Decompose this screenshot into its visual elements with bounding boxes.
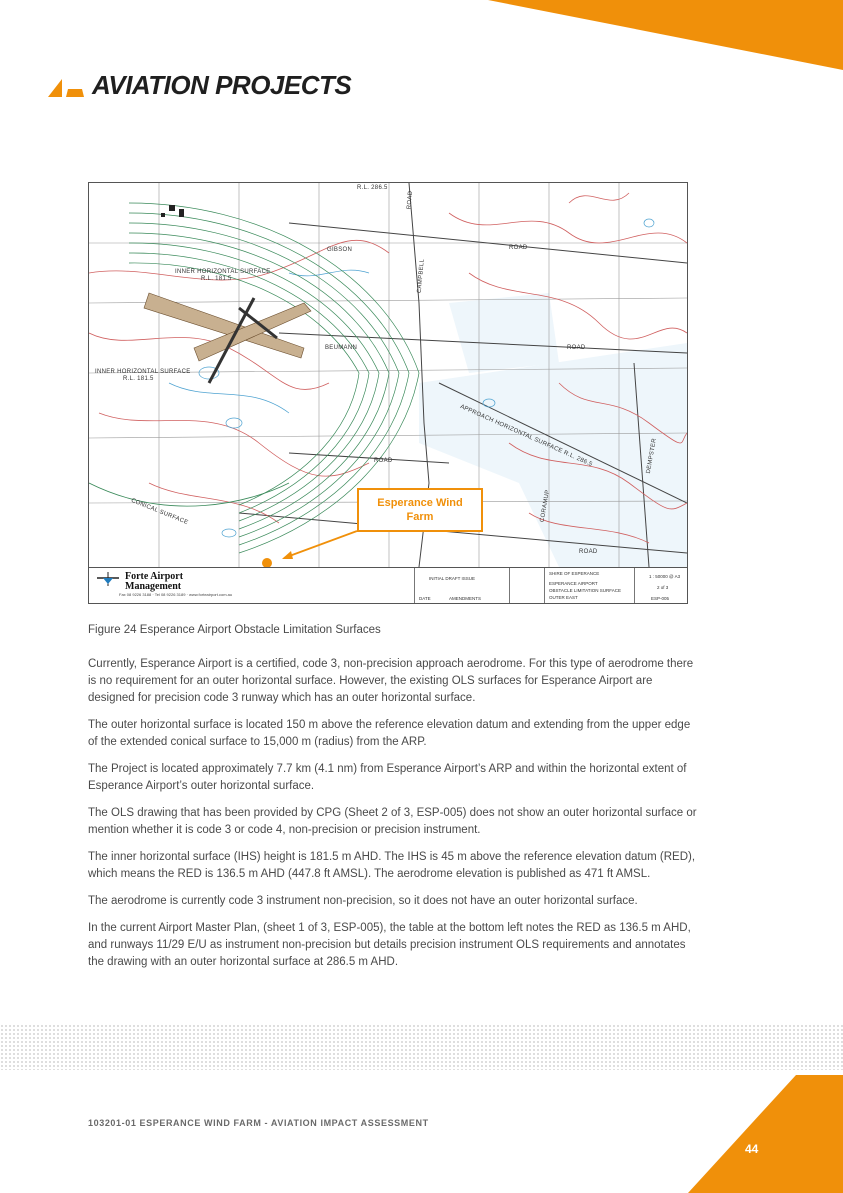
footer-accent-triangle: [680, 1075, 843, 1193]
map-label-inner-horizontal: INNER HORIZONTAL SURFACE: [175, 269, 271, 275]
figure-caption: Figure 24 Esperance Airport Obstacle Limitation Surfaces: [88, 624, 381, 636]
tb-date-label: DATE: [419, 596, 431, 601]
tb-project-3: OUTER EAST: [549, 595, 578, 600]
map-label-conical-surface: CONICAL SURFACE: [130, 497, 189, 527]
tb-drawing-no: ESP-005: [651, 596, 670, 601]
footer-document-title: 103201-01 ESPERANCE WIND FARM - AVIATION IMPACT ASSESSMENT: [88, 1118, 429, 1128]
drawing-title-block: [89, 567, 687, 604]
esperance-wind-farm-callout: Esperance Wind Farm: [357, 488, 483, 532]
paragraph: The inner horizontal surface (IHS) height is 181.5 m AHD. The IHS is 45 m above the reference elevation datum (RED), which means the RED is 136.5 m AHD (447.8 ft AMSL). The aerodrome elevation is published as 471 ft AMSL.: [88, 851, 696, 880]
tb-client: SHIRE OF ESPERANCE: [549, 571, 600, 576]
paragraph: The outer horizontal surface is located 150 m above the reference elevation datum and extending from the upper edge of the extended conical surface to 15,000 m (radius) from the ARP.: [88, 719, 691, 748]
tb-divider: [414, 568, 415, 604]
map-label-road-north: ROAD: [406, 190, 415, 210]
paragraph: Currently, Esperance Airport is a certified, code 3, non-precision approach aerodrome. For this type of aerodrome there is no requirement for an outer horizontal surface. However, the existing OLS surfaces for Esperance Airport are designed for precision code 3 runway which has an outer horizontal surface.: [88, 658, 694, 704]
paragraph: The Project is located approximately 7.7 km (4.1 nm) from Esperance Airport’s ARP and within the horizontal extent of Esperance Airport’s outer horizontal surface.: [88, 763, 687, 792]
paragraph: In the current Airport Master Plan, (sheet 1 of 3, ESP-005), the table at the bottom left notes the RED as 136.5 m AHD, and runways 11/29 E/U as instrument non-precision but details precision instrument OLS requirements and annotates the drawing with an outer horizontal surface at 286.5 m AHD.: [88, 922, 691, 968]
body-text: [88, 656, 698, 981]
forte-name-line1: Forte Airport: [125, 571, 184, 582]
map-label-road-east: ROAD: [509, 245, 528, 251]
paragraph: The aerodrome is currently code 3 instrument non-precision, so it does not have an outer horizontal surface.: [88, 895, 638, 907]
logo-mark-icon: [48, 73, 88, 99]
map-label-road-mid: ROAD: [567, 345, 586, 351]
tb-project-2: OBSTACLE LIMITATION SURFACE: [549, 588, 622, 593]
header-accent-band: [0, 0, 843, 80]
forte-contact: Fax 08 9226 3188 · Tel 08 9226 3189 · www.forteairport.com.au: [119, 592, 233, 597]
ols-map-drawing: [89, 183, 687, 603]
tb-revision-row: INITIAL DRAFT ISSUE: [429, 576, 476, 581]
map-label-beumann: BEUMANN: [325, 345, 358, 351]
map-label-gibson: GIBSON: [327, 247, 353, 253]
map-label-inner-horizontal-2: INNER HORIZONTAL SURFACE: [95, 369, 191, 375]
forte-airport-brand: [97, 572, 232, 597]
logo-text: AVIATION PROJECTS: [92, 70, 352, 100]
page-number: 44: [745, 1142, 759, 1156]
aviation-projects-logo: [48, 70, 351, 101]
decorative-dot-band: [0, 1024, 843, 1070]
forte-plane-icon: [97, 572, 119, 586]
map-label-inner-horizontal-rl: R.L. 181.5: [201, 276, 232, 282]
map-label-road-bottom: ROAD: [579, 549, 598, 555]
ols-map-figure: [88, 182, 688, 604]
forte-name-line2: Management: [125, 581, 182, 592]
tb-amendments-label: AMENDMENTS: [449, 596, 482, 601]
map-label-inner-horizontal-2-rl: R.L. 181.5: [123, 376, 154, 382]
tb-divider: [509, 568, 510, 604]
tb-divider: [544, 568, 545, 604]
paragraph: The OLS drawing that has been provided by CPG (Sheet 2 of 3, ESP-005) does not show an outer horizontal surface or mention whether it is code 3 or code 4, non-precision or precision instrument.: [88, 807, 697, 836]
tb-scale: 1 : 50000 @ A3: [649, 574, 681, 579]
map-label-road-south: ROAD: [374, 458, 393, 464]
map-label-rl-top: R.L. 286.5: [357, 185, 388, 191]
map-label-approach-horizontal: APPROACH HORIZONTAL SURFACE R.L. 286.5: [459, 403, 594, 469]
map-label-coramup: CORAMUP: [539, 489, 552, 523]
tb-sheet: 2 of 3: [657, 585, 669, 590]
map-label-campbell: CAMPBELL: [416, 258, 426, 294]
map-label-dempster: DEMPSTER: [645, 437, 658, 475]
tb-divider: [634, 568, 635, 604]
tb-project-1: ESPERANCE AIRPORT: [549, 581, 598, 586]
